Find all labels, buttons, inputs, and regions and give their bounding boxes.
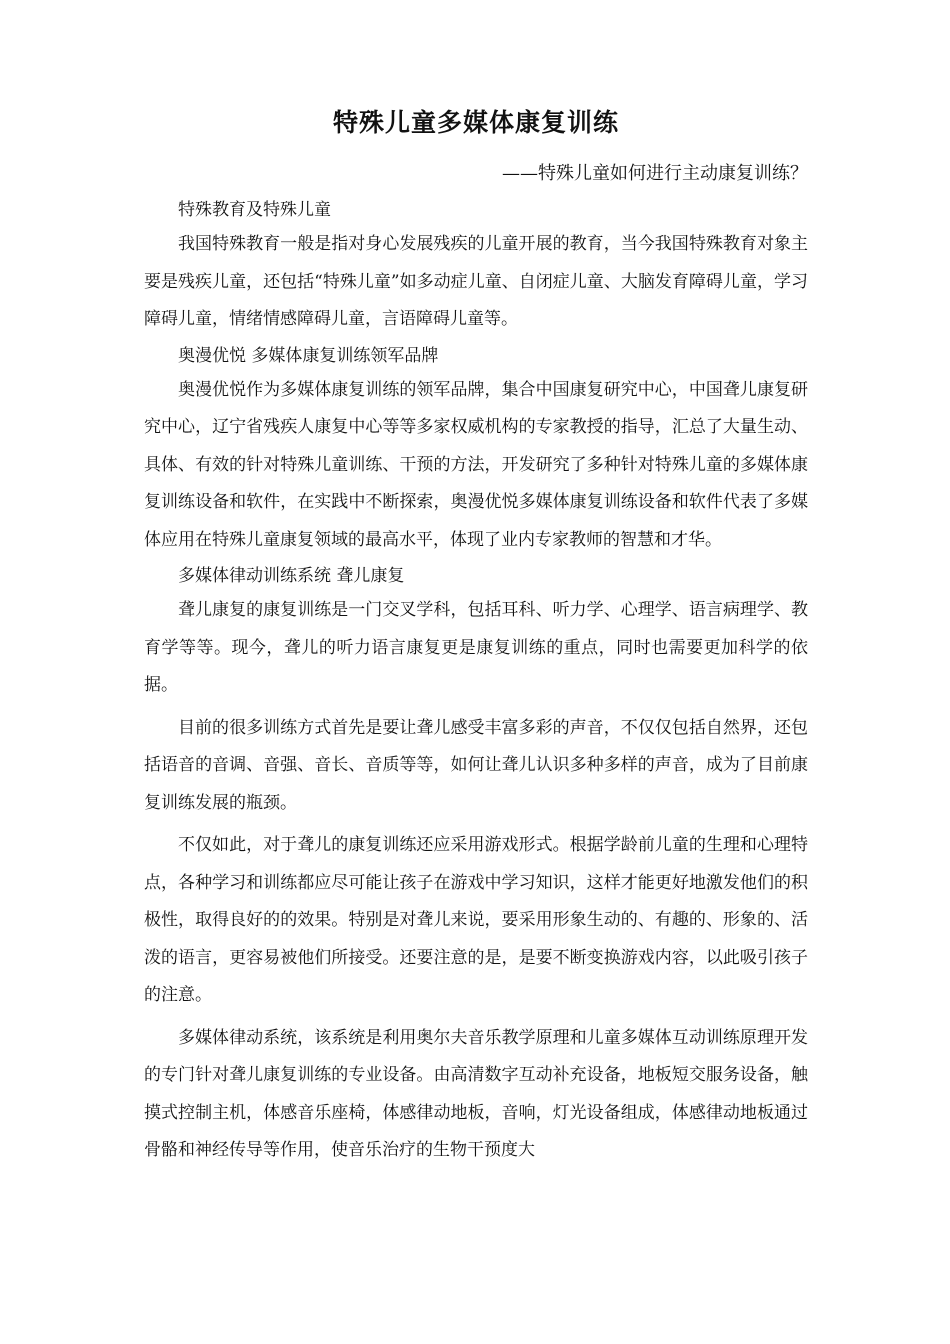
paragraph: 多媒体律动系统，该系统是利用奥尔夫音乐教学原理和儿童多媒体互动训练原理开发的专门针对聋儿康复训练的专业设备。由高清数字互动补充设备，地板短交服务设备，触摸式控制主机，体感音乐座椅，体感律动地板，音响，灯光设备组成，体感律动地板通过骨骼和神经传导等作用，使音乐治疗的生物干预度大 [144, 1027, 808, 1160]
document-page [144, 106, 808, 1175]
section-heading: 多媒体律动训练系统 聋儿康复 [178, 566, 405, 586]
section-heading: 特殊教育及特殊儿童 [178, 200, 331, 220]
paragraph: 奥漫优悦作为多媒体康复训练的领军品牌，集合中国康复研究中心，中国聋儿康复研究中心，辽宁省残疾人康复中心等等多家权威机构的专家教授的指导，汇总了大量生动、具体、有效的针对特殊儿童训练、干预的方法，开发研究了多种针对特殊儿童的多媒体康复训练设备和软件，在实践中不断探索，奥漫优悦多媒体康复训练设备和软件代表了多媒体应用在特殊儿童康复领域的最高水平，体现了业内专家教师的智慧和才华。 [144, 379, 808, 550]
section-heading: 奥漫优悦 多媒体康复训练领军品牌 [178, 345, 439, 366]
paragraph: 目前的很多训练方式首先是要让聋儿感受丰富多彩的声音，不仅仅包括自然界，还包括语音的音调、音强、音长、音质等等，如何让聋儿认识多种多样的声音，成为了目前康复训练发展的瓶颈。 [144, 717, 808, 813]
document-title: 特殊儿童多媒体康复训练 [332, 108, 619, 137]
document-subtitle: ——特殊儿童如何进行主动康复训练？ [502, 163, 808, 184]
paragraph: 聋儿康复的康复训练是一门交叉学科，包括耳科、听力学、心理学、语言病理学、教育学等等。现今，聋儿的听力语言康复更是康复训练的重点，同时也需要更加科学的依据。 [144, 600, 808, 695]
paragraph: 不仅如此，对于聋儿的康复训练还应采用游戏形式。根据学龄前儿童的生理和心理特点，各种学习和训练都应尽可能让孩子在游戏中学习知识，这样才能更好地激发他们的积极性，取得良好的的效果。特别是对聋儿来说，要采用形象生动的、有趣的、形象的、活泼的语言，更容易被他们所接受。还要注意的是，是要不断变换游戏内容，以此吸引孩子的注意。 [144, 835, 808, 1005]
paragraph: 我国特殊教育一般是指对身心发展残疾的儿童开展的教育，当今我国特殊教育对象主要是残疾儿童，还包括“特殊儿童”如多动症儿童、自闭症儿童、大脑发育障碍儿童，学习障碍儿童，情绪情感障碍儿童，言语障碍儿童等。 [144, 234, 808, 329]
